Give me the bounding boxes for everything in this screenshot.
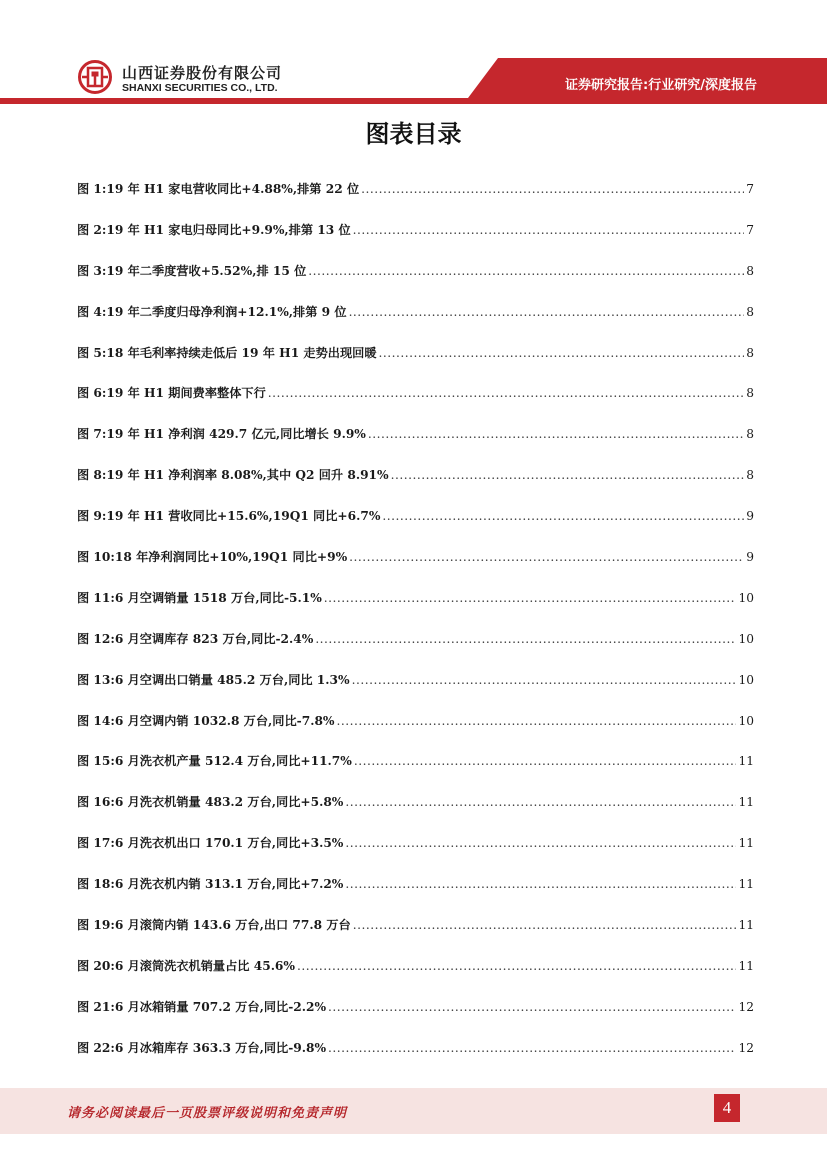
toc-entry-page: 11 bbox=[738, 836, 754, 851]
toc-entry[interactable] bbox=[77, 180, 754, 221]
toc-leader-dots bbox=[308, 262, 744, 280]
toc-entry[interactable] bbox=[77, 548, 754, 589]
toc-entry-page: 10 bbox=[738, 631, 754, 646]
toc-entry-label: 图 19:6 月滚筒内销 143.6 万台,出口 77.8 万台 bbox=[77, 918, 351, 933]
toc-entry-page: 8 bbox=[746, 468, 754, 483]
toc-entry[interactable] bbox=[77, 344, 754, 385]
toc-leader-dots bbox=[361, 180, 744, 198]
toc-entry[interactable] bbox=[77, 630, 754, 671]
company-name-en: SHANXI SECURITIES CO., LTD. bbox=[122, 82, 278, 94]
toc-entry-label: 图 16:6 月洗衣机销量 483.2 万台,同比+5.8% bbox=[77, 795, 344, 810]
figure-table-of-contents bbox=[77, 180, 754, 1080]
toc-entry-page: 9 bbox=[746, 509, 754, 524]
toc-entry-label: 图 9:19 年 H1 营收同比+15.6%,19Q1 同比+6.7% bbox=[77, 509, 381, 524]
toc-entry[interactable] bbox=[77, 875, 754, 916]
toc-leader-dots bbox=[379, 344, 745, 362]
toc-leader-dots bbox=[297, 957, 736, 975]
toc-entry-page: 8 bbox=[746, 304, 754, 319]
toc-leader-dots bbox=[391, 466, 745, 484]
toc-leader-dots bbox=[345, 834, 736, 852]
page-header bbox=[0, 0, 827, 108]
toc-entry[interactable] bbox=[77, 425, 754, 466]
toc-entry-page: 7 bbox=[746, 222, 754, 237]
toc-entry[interactable] bbox=[77, 466, 754, 507]
toc-entry-page: 12 bbox=[738, 999, 754, 1014]
shanxi-securities-logo-icon bbox=[78, 60, 112, 94]
toc-entry-page: 8 bbox=[746, 386, 754, 401]
toc-entry-label: 图 15:6 月洗衣机产量 512.4 万台,同比+11.7% bbox=[77, 754, 352, 769]
toc-entry[interactable] bbox=[77, 303, 754, 344]
toc-entry-label: 图 8:19 年 H1 净利润率 8.08%,其中 Q2 回升 8.91% bbox=[77, 468, 389, 483]
toc-leader-dots bbox=[353, 221, 745, 239]
toc-leader-dots bbox=[345, 793, 736, 811]
page-title: 图表目录 bbox=[365, 120, 462, 148]
toc-leader-dots bbox=[368, 425, 744, 443]
toc-entry-page: 8 bbox=[746, 263, 754, 278]
toc-entry-page: 12 bbox=[738, 1040, 754, 1055]
toc-leader-dots bbox=[324, 589, 737, 607]
toc-entry[interactable] bbox=[77, 384, 754, 425]
toc-entry-label: 图 3:19 年二季度营收+5.52%,排 15 位 bbox=[77, 263, 307, 278]
toc-entry-label: 图 12:6 月空调库存 823 万台,同比-2.4% bbox=[77, 631, 314, 646]
toc-entry[interactable] bbox=[77, 589, 754, 630]
page-number: 4 bbox=[714, 1094, 740, 1122]
company-name-cn: 山西证券股份有限公司 bbox=[122, 64, 283, 82]
toc-leader-dots bbox=[328, 998, 736, 1016]
toc-entry-label: 图 14:6 月空调内销 1032.8 万台,同比-7.8% bbox=[77, 713, 335, 728]
toc-entry-label: 图 7:19 年 H1 净利润 429.7 亿元,同比增长 9.9% bbox=[77, 427, 366, 442]
toc-entry[interactable] bbox=[77, 834, 754, 875]
toc-entry[interactable] bbox=[77, 507, 754, 548]
toc-leader-dots bbox=[352, 671, 737, 689]
toc-leader-dots bbox=[268, 384, 744, 402]
toc-entry[interactable] bbox=[77, 262, 754, 303]
toc-leader-dots bbox=[382, 507, 744, 525]
toc-entry-page: 10 bbox=[738, 590, 754, 605]
disclaimer-note: 请务必阅读最后一页股票评级说明和免责声明 bbox=[67, 1106, 348, 1121]
toc-entry-label: 图 20:6 月滚筒洗衣机销量占比 45.6% bbox=[77, 958, 295, 973]
toc-entry-label: 图 4:19 年二季度归母净利润+12.1%,排第 9 位 bbox=[77, 304, 347, 319]
report-type-label: 证券研究报告:行业研究/深度报告 bbox=[565, 78, 757, 93]
toc-entry-label: 图 18:6 月洗衣机内销 313.1 万台,同比+7.2% bbox=[77, 877, 344, 892]
toc-entry-page: 11 bbox=[738, 877, 754, 892]
toc-entry-page: 8 bbox=[746, 345, 754, 360]
toc-entry-label: 图 2:19 年 H1 家电归母同比+9.9%,排第 13 位 bbox=[77, 222, 351, 237]
toc-leader-dots bbox=[349, 303, 745, 321]
toc-entry[interactable] bbox=[77, 752, 754, 793]
toc-entry-label: 图 17:6 月洗衣机出口 170.1 万台,同比+3.5% bbox=[77, 836, 344, 851]
toc-leader-dots bbox=[315, 630, 736, 648]
toc-entry-label: 图 10:18 年净利润同比+10%,19Q1 同比+9% bbox=[77, 550, 348, 565]
toc-leader-dots bbox=[337, 712, 737, 730]
toc-entry[interactable] bbox=[77, 712, 754, 753]
toc-entry-label: 图 11:6 月空调销量 1518 万台,同比-5.1% bbox=[77, 590, 322, 605]
toc-entry[interactable] bbox=[77, 671, 754, 712]
toc-entry-page: 7 bbox=[746, 182, 754, 196]
page-footer bbox=[0, 1088, 827, 1134]
toc-entry-label: 图 13:6 月空调出口销量 485.2 万台,同比 1.3% bbox=[77, 672, 350, 687]
toc-entry-label: 图 22:6 月冰箱库存 363.3 万台,同比-9.8% bbox=[77, 1040, 327, 1055]
toc-entry-page: 10 bbox=[738, 713, 754, 728]
toc-entry-page: 11 bbox=[738, 754, 754, 769]
toc-leader-dots bbox=[354, 752, 737, 770]
toc-entry[interactable] bbox=[77, 916, 754, 957]
toc-entry-label: 图 1:19 年 H1 家电营收同比+4.88%,排第 22 位 bbox=[77, 182, 360, 196]
toc-entry-page: 10 bbox=[738, 672, 754, 687]
toc-leader-dots bbox=[353, 916, 737, 934]
toc-entry[interactable] bbox=[77, 221, 754, 262]
toc-entry-page: 11 bbox=[738, 795, 754, 810]
toc-leader-dots bbox=[349, 548, 744, 566]
toc-entry[interactable] bbox=[77, 1039, 754, 1080]
toc-entry-label: 图 5:18 年毛利率持续走低后 19 年 H1 走势出现回暖 bbox=[77, 345, 377, 360]
toc-entry[interactable] bbox=[77, 957, 754, 998]
toc-entry-page: 8 bbox=[746, 427, 754, 442]
toc-leader-dots bbox=[345, 875, 736, 893]
toc-entry[interactable] bbox=[77, 793, 754, 834]
toc-entry-page: 11 bbox=[738, 918, 754, 933]
toc-entry-page: 11 bbox=[738, 958, 754, 973]
toc-entry-label: 图 21:6 月冰箱销量 707.2 万台,同比-2.2% bbox=[77, 999, 327, 1014]
toc-entry[interactable] bbox=[77, 998, 754, 1039]
toc-entry-page: 9 bbox=[746, 550, 754, 565]
toc-leader-dots bbox=[328, 1039, 736, 1057]
toc-entry-label: 图 6:19 年 H1 期间费率整体下行 bbox=[77, 386, 266, 401]
